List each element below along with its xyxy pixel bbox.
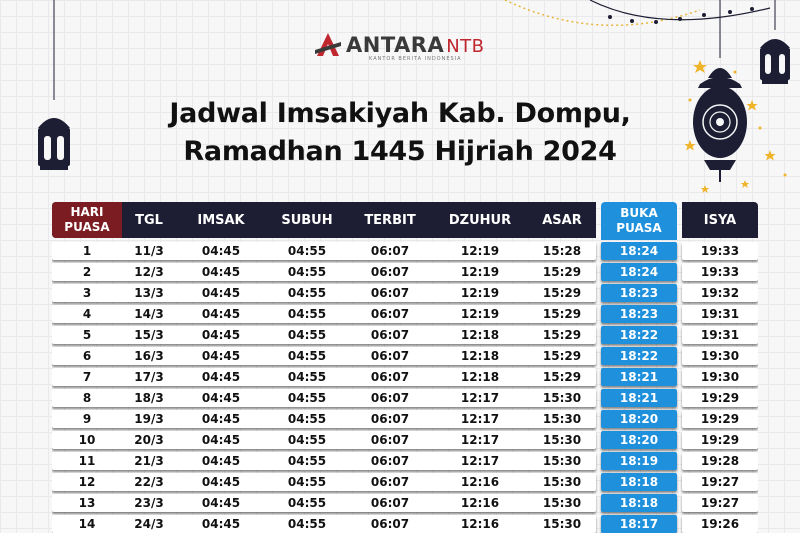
cell-dzuhur: 12:17 bbox=[460, 433, 500, 447]
cell-imsak: 04:45 bbox=[201, 454, 241, 468]
garland-bulbs bbox=[608, 7, 754, 24]
cell-buka: 18:23 bbox=[601, 284, 677, 302]
cell-tgl: 16/3 bbox=[134, 349, 164, 363]
cell-hari: 12 bbox=[78, 475, 96, 489]
cell-buka: 18:24 bbox=[601, 263, 677, 281]
cell-terbit: 06:07 bbox=[370, 412, 410, 426]
cell-imsak: 04:45 bbox=[201, 349, 241, 363]
cell-isya: 19:27 bbox=[700, 496, 740, 510]
cell-dzuhur: 12:17 bbox=[460, 412, 500, 426]
table-row bbox=[52, 473, 758, 491]
cell-isya: 19:31 bbox=[700, 307, 740, 321]
cell-dzuhur: 12:16 bbox=[460, 496, 500, 510]
cell-subuh: 04:55 bbox=[287, 307, 327, 321]
column-header-buka: BUKA PUASA bbox=[601, 202, 677, 240]
table-row bbox=[52, 431, 758, 449]
cell-terbit: 06:07 bbox=[370, 433, 410, 447]
cell-asar: 15:30 bbox=[542, 412, 582, 426]
cell-isya: 19:28 bbox=[700, 454, 740, 468]
cell-imsak: 04:45 bbox=[201, 370, 241, 384]
cell-subuh: 04:55 bbox=[287, 517, 327, 531]
cell-asar: 15:28 bbox=[542, 244, 582, 258]
cell-asar: 15:30 bbox=[542, 496, 582, 510]
table-row bbox=[52, 452, 758, 470]
cell-dzuhur: 12:17 bbox=[460, 454, 500, 468]
lantern-right-small-icon bbox=[760, 0, 790, 84]
cell-asar: 15:29 bbox=[542, 349, 582, 363]
cell-tgl: 19/3 bbox=[134, 412, 164, 426]
cell-terbit: 06:07 bbox=[370, 328, 410, 342]
table-row bbox=[52, 326, 758, 344]
cell-isya: 19:33 bbox=[700, 244, 740, 258]
cell-tgl: 18/3 bbox=[134, 391, 164, 405]
page-title-line2: Ramadhan 1445 Hijriah 2024 bbox=[183, 136, 617, 167]
table-row bbox=[52, 263, 758, 281]
cell-buka: 18:24 bbox=[601, 242, 677, 260]
cell-tgl: 24/3 bbox=[134, 517, 164, 531]
cell-terbit: 06:07 bbox=[370, 496, 410, 510]
cell-asar: 15:29 bbox=[542, 328, 582, 342]
table-row bbox=[52, 494, 758, 512]
column-header-imsak: IMSAK bbox=[197, 212, 245, 228]
cell-subuh: 04:55 bbox=[287, 286, 327, 300]
cell-hari: 5 bbox=[82, 328, 92, 342]
cell-isya: 19:26 bbox=[700, 517, 740, 531]
cell-imsak: 04:45 bbox=[201, 307, 241, 321]
cell-terbit: 06:07 bbox=[370, 349, 410, 363]
cell-terbit: 06:07 bbox=[370, 265, 410, 279]
cell-isya: 19:27 bbox=[700, 475, 740, 489]
cell-buka: 18:21 bbox=[601, 368, 677, 386]
cell-buka: 18:20 bbox=[601, 431, 677, 449]
cell-subuh: 04:55 bbox=[287, 496, 327, 510]
cell-hari: 10 bbox=[78, 433, 96, 447]
antara-logo-mark-icon bbox=[313, 30, 343, 60]
cell-imsak: 04:45 bbox=[201, 496, 241, 510]
cell-buka: 18:18 bbox=[601, 473, 677, 491]
cell-terbit: 06:07 bbox=[370, 475, 410, 489]
cell-asar: 15:29 bbox=[542, 286, 582, 300]
table-row bbox=[52, 284, 758, 302]
cell-imsak: 04:45 bbox=[201, 328, 241, 342]
cell-tgl: 15/3 bbox=[134, 328, 164, 342]
garland-light-string-dark bbox=[590, 0, 770, 20]
antara-logo bbox=[313, 30, 493, 66]
cell-hari: 3 bbox=[82, 286, 92, 300]
cell-imsak: 04:45 bbox=[201, 412, 241, 426]
cell-subuh: 04:55 bbox=[287, 391, 327, 405]
cell-hari: 2 bbox=[82, 265, 92, 279]
logo-brand-region: NTB bbox=[446, 36, 485, 57]
cell-terbit: 06:07 bbox=[370, 454, 410, 468]
column-header-subuh: SUBUH bbox=[281, 212, 333, 228]
cell-asar: 15:30 bbox=[542, 391, 582, 405]
cell-terbit: 06:07 bbox=[370, 391, 410, 405]
cell-tgl: 13/3 bbox=[134, 286, 164, 300]
cell-tgl: 23/3 bbox=[134, 496, 164, 510]
cell-buka: 18:20 bbox=[601, 410, 677, 428]
column-header-hari: HARI PUASA bbox=[52, 202, 122, 238]
cell-hari: 1 bbox=[82, 244, 92, 258]
cell-buka: 18:22 bbox=[601, 347, 677, 365]
cell-imsak: 04:45 bbox=[201, 475, 241, 489]
cell-dzuhur: 12:17 bbox=[460, 391, 500, 405]
cell-asar: 15:29 bbox=[542, 370, 582, 384]
table-row bbox=[52, 515, 758, 533]
cell-isya: 19:32 bbox=[700, 286, 740, 300]
cell-hari: 8 bbox=[82, 391, 92, 405]
cell-dzuhur: 12:16 bbox=[460, 475, 500, 489]
cell-asar: 15:29 bbox=[542, 307, 582, 321]
logo-brand-main: ANTARA bbox=[346, 33, 445, 57]
cell-subuh: 04:55 bbox=[287, 349, 327, 363]
cell-dzuhur: 12:19 bbox=[460, 286, 500, 300]
cell-subuh: 04:55 bbox=[287, 244, 327, 258]
cell-hari: 4 bbox=[82, 307, 92, 321]
column-header-isya: ISYA bbox=[682, 202, 758, 238]
lantern-ornate-icon bbox=[693, 0, 747, 182]
cell-tgl: 14/3 bbox=[134, 307, 164, 321]
cell-dzuhur: 12:19 bbox=[460, 307, 500, 321]
cell-imsak: 04:45 bbox=[201, 391, 241, 405]
cell-hari: 13 bbox=[78, 496, 96, 510]
cell-dzuhur: 12:18 bbox=[460, 370, 500, 384]
cell-imsak: 04:45 bbox=[201, 433, 241, 447]
column-header-terbit: TERBIT bbox=[364, 212, 416, 228]
cell-hari: 9 bbox=[82, 412, 92, 426]
cell-buka: 18:21 bbox=[601, 389, 677, 407]
column-header-asar: ASAR bbox=[542, 212, 582, 228]
table-row bbox=[52, 242, 758, 260]
cell-tgl: 11/3 bbox=[134, 244, 164, 258]
cell-dzuhur: 12:18 bbox=[460, 349, 500, 363]
column-header-tgl: TGL bbox=[135, 212, 163, 228]
lantern-left-icon bbox=[38, 0, 70, 170]
cell-subuh: 04:55 bbox=[287, 265, 327, 279]
table-row bbox=[52, 305, 758, 323]
table-row bbox=[52, 347, 758, 365]
cell-asar: 15:30 bbox=[542, 517, 582, 531]
cell-tgl: 21/3 bbox=[134, 454, 164, 468]
cell-subuh: 04:55 bbox=[287, 475, 327, 489]
cell-buka: 18:22 bbox=[601, 326, 677, 344]
cell-isya: 19:30 bbox=[700, 349, 740, 363]
cell-isya: 19:33 bbox=[700, 265, 740, 279]
cell-asar: 15:30 bbox=[542, 454, 582, 468]
cell-subuh: 04:55 bbox=[287, 454, 327, 468]
page-title-line1: Jadwal Imsakiyah Kab. Dompu, bbox=[169, 98, 631, 129]
logo-tagline: KANTOR BERITA INDONESIA bbox=[369, 56, 462, 62]
cell-buka: 18:18 bbox=[601, 494, 677, 512]
cell-dzuhur: 12:18 bbox=[460, 328, 500, 342]
cell-isya: 19:29 bbox=[700, 433, 740, 447]
cell-subuh: 04:55 bbox=[287, 412, 327, 426]
cell-dzuhur: 12:19 bbox=[460, 244, 500, 258]
cell-terbit: 06:07 bbox=[370, 286, 410, 300]
cell-imsak: 04:45 bbox=[201, 244, 241, 258]
cell-dzuhur: 12:16 bbox=[460, 517, 500, 531]
cell-tgl: 22/3 bbox=[134, 475, 164, 489]
cell-imsak: 04:45 bbox=[201, 286, 241, 300]
cell-buka: 18:19 bbox=[601, 452, 677, 470]
cell-dzuhur: 12:19 bbox=[460, 265, 500, 279]
cell-buka: 18:23 bbox=[601, 305, 677, 323]
schedule-table bbox=[52, 202, 758, 533]
cell-terbit: 06:07 bbox=[370, 517, 410, 531]
column-header-dzuhur: DZUHUR bbox=[448, 212, 512, 228]
cell-isya: 19:29 bbox=[700, 391, 740, 405]
cell-imsak: 04:45 bbox=[201, 517, 241, 531]
cell-subuh: 04:55 bbox=[287, 370, 327, 384]
cell-terbit: 06:07 bbox=[370, 244, 410, 258]
garland-light-string bbox=[505, 0, 700, 25]
cell-tgl: 20/3 bbox=[134, 433, 164, 447]
table-row bbox=[52, 368, 758, 386]
cell-hari: 6 bbox=[82, 349, 92, 363]
cell-isya: 19:31 bbox=[700, 328, 740, 342]
logo-brand bbox=[346, 33, 485, 57]
cell-tgl: 17/3 bbox=[134, 370, 164, 384]
cell-hari: 7 bbox=[82, 370, 92, 384]
cell-subuh: 04:55 bbox=[287, 433, 327, 447]
cell-buka: 18:17 bbox=[601, 515, 677, 533]
cell-isya: 19:29 bbox=[700, 412, 740, 426]
cell-asar: 15:30 bbox=[542, 433, 582, 447]
table-row bbox=[52, 389, 758, 407]
cell-terbit: 06:07 bbox=[370, 370, 410, 384]
cell-isya: 19:30 bbox=[700, 370, 740, 384]
cell-imsak: 04:45 bbox=[201, 265, 241, 279]
cell-asar: 15:29 bbox=[542, 265, 582, 279]
cell-terbit: 06:07 bbox=[370, 307, 410, 321]
cell-asar: 15:30 bbox=[542, 475, 582, 489]
cell-hari: 14 bbox=[78, 517, 96, 531]
cell-subuh: 04:55 bbox=[287, 328, 327, 342]
cell-tgl: 12/3 bbox=[134, 265, 164, 279]
cell-hari: 11 bbox=[78, 454, 96, 468]
table-row bbox=[52, 410, 758, 428]
